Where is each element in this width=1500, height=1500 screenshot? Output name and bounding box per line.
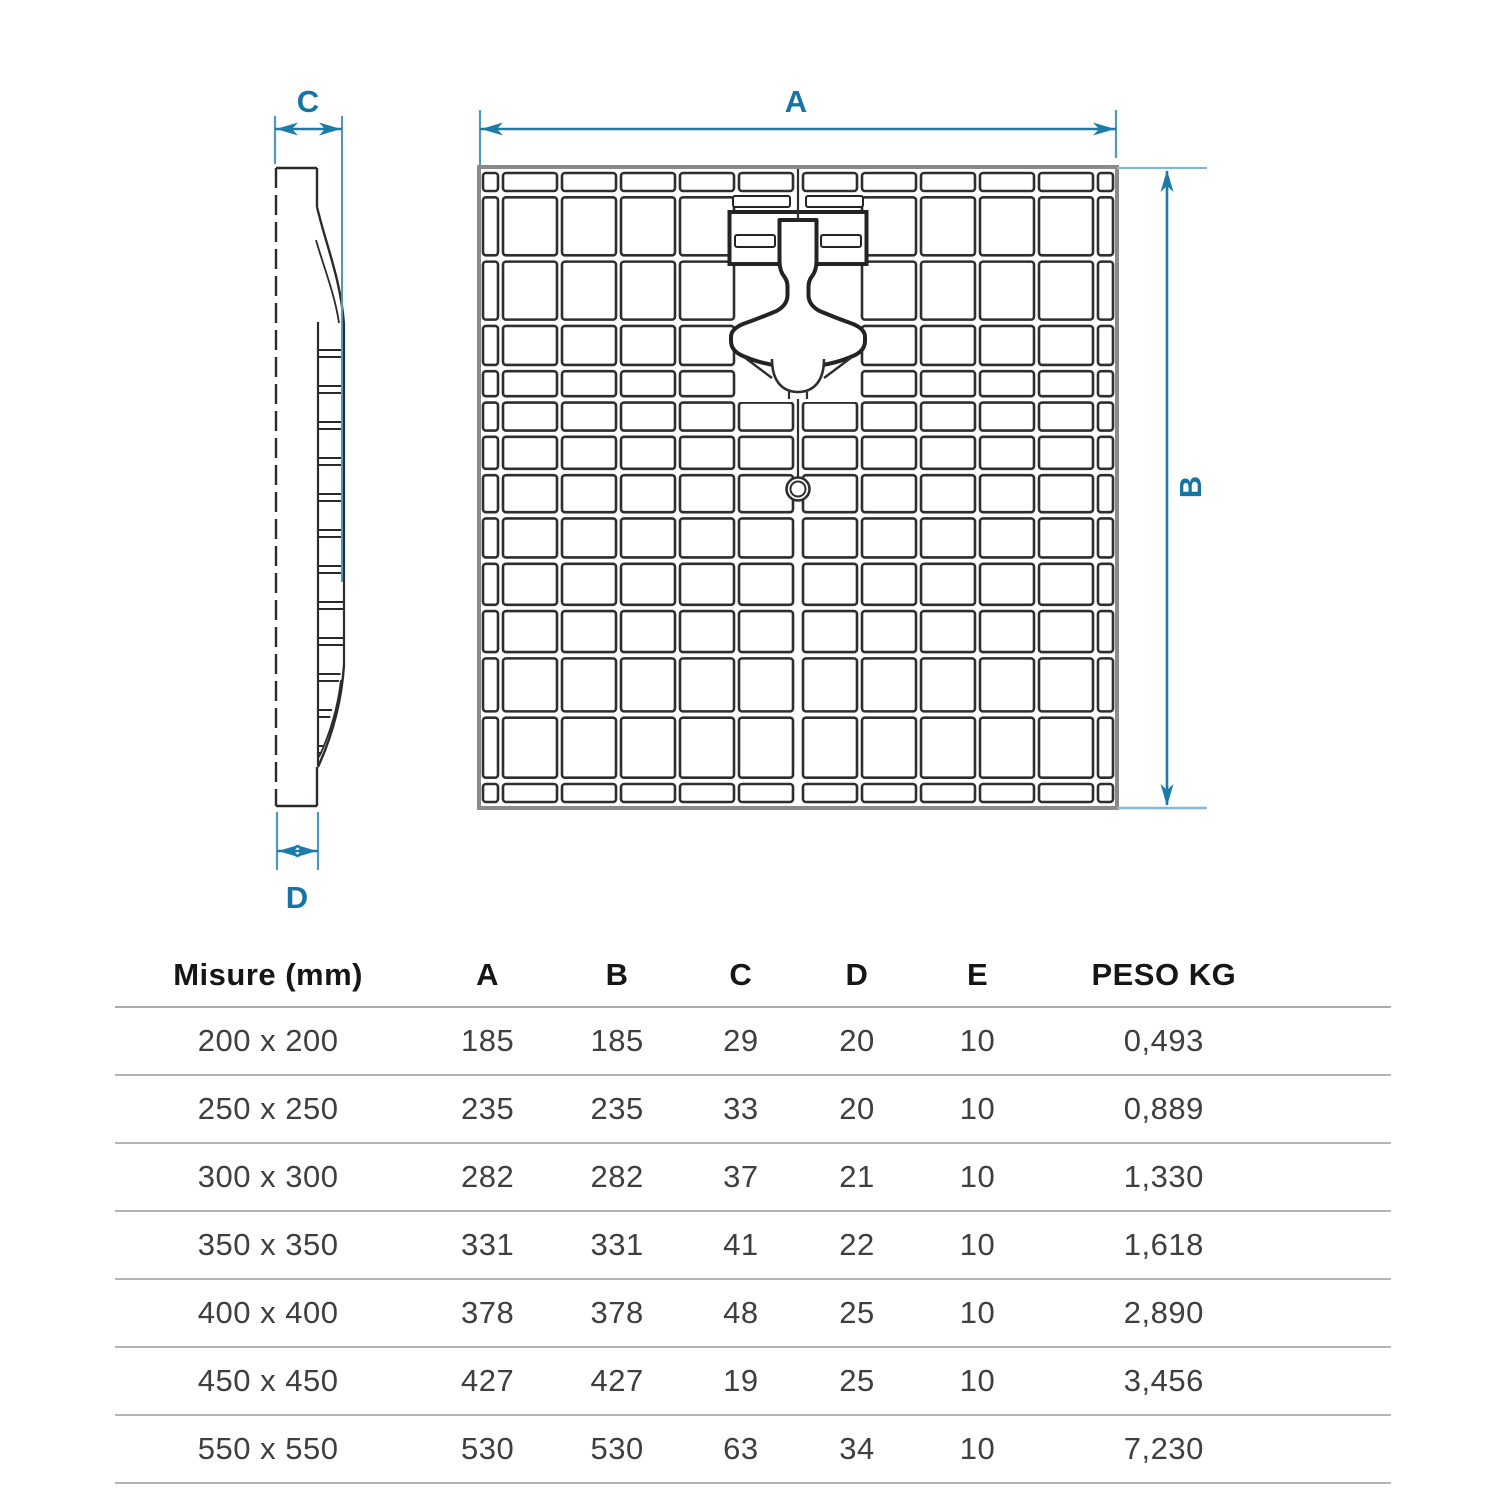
dimension-a-label: A — [784, 84, 808, 119]
table-cell: 1,618 — [1123, 1227, 1204, 1262]
table-cell: 3,456 — [1123, 1363, 1204, 1398]
table-cell: 530 — [590, 1431, 644, 1466]
front-grate-view — [479, 167, 1117, 808]
table-cell: 19 — [723, 1363, 759, 1398]
table-row — [115, 1144, 1391, 1212]
table-cell: 350 x 350 — [197, 1227, 339, 1262]
dimension-d-label: D — [285, 880, 309, 915]
table-cell: 10 — [959, 1091, 996, 1126]
table-cell: 7,230 — [1123, 1431, 1204, 1466]
table-cell: 427 — [590, 1363, 644, 1398]
side-profile-view — [276, 168, 344, 806]
table-cell: 10 — [959, 1431, 996, 1466]
table-cell: 10 — [959, 1227, 996, 1262]
table-cell: 37 — [723, 1159, 759, 1194]
table-cell: 250 x 250 — [197, 1091, 339, 1126]
table-cell: 331 — [460, 1227, 515, 1262]
table-header-row — [115, 944, 1391, 1008]
table-cell: 400 x 400 — [197, 1295, 339, 1330]
table-cell: 20 — [839, 1023, 875, 1058]
side-profile-shape — [276, 168, 344, 806]
column-header-b: B — [605, 957, 629, 992]
table-cell: 48 — [723, 1295, 759, 1330]
table-cell: 300 x 300 — [197, 1159, 339, 1194]
table-cell: 0,493 — [1123, 1023, 1204, 1058]
table-row — [115, 1212, 1391, 1280]
table-cell: 33 — [723, 1091, 759, 1126]
table-cell: 185 — [590, 1023, 644, 1058]
table-cell: 331 — [590, 1227, 644, 1262]
column-header-c: C — [729, 957, 753, 992]
table-cell: 2,890 — [1123, 1295, 1204, 1330]
table-cell: 25 — [839, 1295, 875, 1330]
column-header-misure: Misure (mm) — [173, 957, 364, 992]
column-header-a: A — [476, 957, 500, 992]
table-cell: 235 — [590, 1091, 644, 1126]
table-row — [115, 1348, 1391, 1416]
table-cell: 282 — [460, 1159, 515, 1194]
table-cell: 550 x 550 — [197, 1431, 339, 1466]
table-row — [115, 1008, 1391, 1076]
column-header-e: E — [966, 957, 989, 992]
table-row — [115, 1076, 1391, 1144]
table-cell: 378 — [590, 1295, 644, 1330]
table-cell: 530 — [460, 1431, 515, 1466]
table-cell: 20 — [839, 1091, 875, 1126]
table-cell: 235 — [460, 1091, 515, 1126]
table-cell: 25 — [839, 1363, 875, 1398]
table-cell: 427 — [460, 1363, 515, 1398]
table-row — [115, 1416, 1391, 1484]
column-header-peso: PESO KG — [1091, 957, 1237, 992]
table-cell: 10 — [959, 1023, 996, 1058]
table-cell: 200 x 200 — [197, 1023, 339, 1058]
table-cell: 41 — [723, 1227, 759, 1262]
dimensions-table — [115, 944, 1391, 1484]
dimension-b-label: B — [1173, 475, 1208, 499]
table-cell: 29 — [723, 1023, 759, 1058]
table-cell: 378 — [460, 1295, 515, 1330]
table-cell: 185 — [460, 1023, 515, 1058]
table-cell: 63 — [723, 1431, 759, 1466]
table-cell: 10 — [959, 1295, 996, 1330]
dimension-c-label: C — [296, 84, 320, 119]
table-cell: 34 — [839, 1431, 875, 1466]
table-cell: 10 — [959, 1363, 996, 1398]
table-cell: 282 — [590, 1159, 644, 1194]
column-header-d: D — [845, 957, 869, 992]
table-cell: 10 — [959, 1159, 996, 1194]
table-cell: 1,330 — [1123, 1159, 1204, 1194]
dimension-d — [277, 812, 318, 870]
table-row — [115, 1280, 1391, 1348]
table-cell: 22 — [839, 1227, 875, 1262]
table-cell: 21 — [839, 1159, 875, 1194]
table-cell: 0,889 — [1123, 1091, 1204, 1126]
table-cell: 450 x 450 — [197, 1363, 339, 1398]
